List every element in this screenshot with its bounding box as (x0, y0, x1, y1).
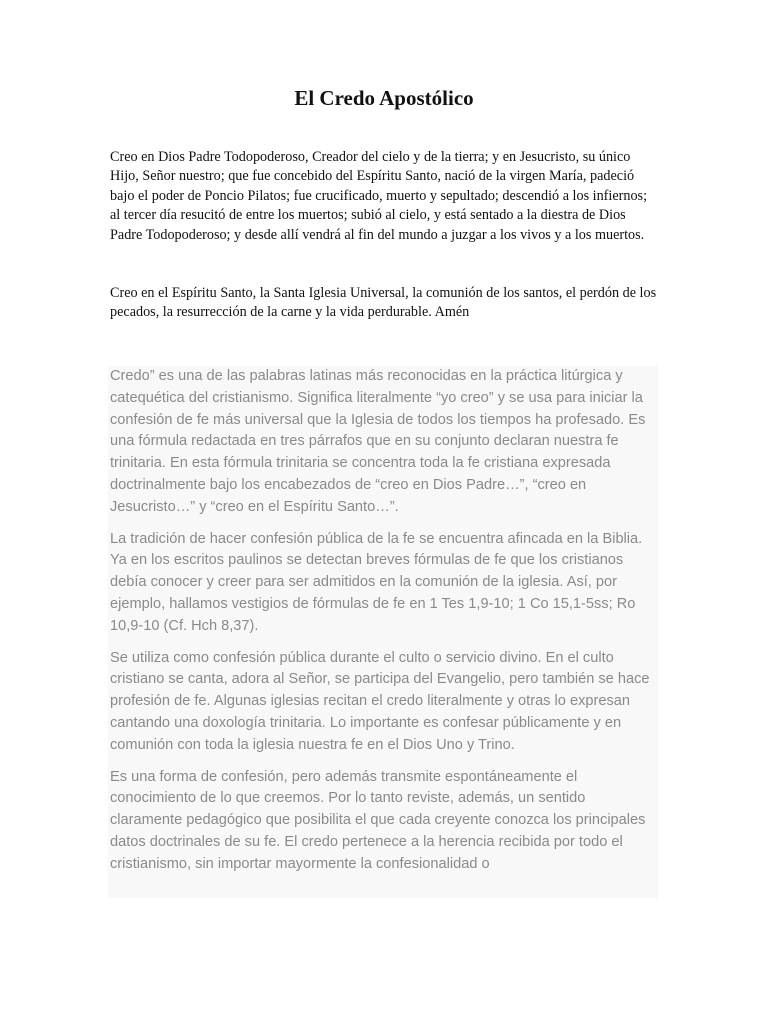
creed-paragraph-2: Creo en el Espíritu Santo, la Santa Iglesia Universal, la comunión de los santos, el perdón de los pecados, la resurrección de la carne y la vida perdurable. Amén (110, 285, 657, 321)
commentary-paragraph-4: Es una forma de confesión, pero además transmite espontáneamente el conocimiento de lo que creemos. Por lo tanto reviste, además, un sentido claramente pedagógico que posibilita el que cada creyente conozca los principales datos doctrinales de su fe. El credo pertenece a la herencia recibida por todo el cristianismo, sin importar mayormente la confesionalidad o (110, 768, 646, 872)
commentary-paragraph-1: Credo” es una de las palabras latinas más reconocidas en la práctica litúrgica y catequética del cristianismo. Significa literalmente “yo creo” y se usa para iniciar la confesión de fe más universal que la Iglesia de todos los tiempos ha profesado. Es una fórmula redactada en tres párrafos que en su conjunto declaran nuestra fe trinitaria. En esta fórmula trinitaria se concentra toda la fe cristiana expresada doctrinalmente bajo los encabezados de “creo en Dios Padre…”, “creo en Jesucristo…” y “creo en el Espíritu Santo…”. (110, 368, 646, 515)
page-title: El Credo Apostólico (294, 86, 474, 110)
creed-paragraph-1: Creo en Dios Padre Todopoderoso, Creador del cielo y de la tierra; y en Jesucristo, su único Hijo, Señor nuestro; que fue concebido del Espíritu Santo, nació de la virgen María, padeció bajo el poder de Poncio Pilatos; fue crucificado, muerto y sepultado; descendió a los infiernos; al tercer día resucitó de entre los muertos; subió al cielo, y está sentado a la diestra de Dios Padre Todopoderoso; y desde allí vendrá al fin del mundo a juzgar a los vivos y a los muertos. (110, 149, 648, 243)
commentary-section (108, 366, 658, 898)
commentary-paragraph-3: Se utiliza como confesión pública durante el culto o servicio divino. En el culto cristiano se canta, adora al Señor, se participa del Evangelio, pero también se hace profesión de fe. Algunas iglesias recitan el credo literalmente y otras lo expresan cantando una doxología trinitaria. Lo importante es confesar públicamente y en comunión con toda la iglesia nuestra fe en el Dios Uno y Trino. (110, 649, 650, 753)
commentary-paragraph-2: La tradición de hacer confesión pública de la fe se encuentra afincada en la Biblia. Ya en los escritos paulinos se detectan breves fórmulas de fe que los cristianos debía conocer y creer para ser admitidos en la comunión de la iglesia. Así, por ejemplo, hallamos vestigios de fórmulas de fe en 1 Tes 1,9-10; 1 Co 15,1-5ss; Ro 10,9-10 (Cf. Hch 8,37). (110, 530, 643, 634)
